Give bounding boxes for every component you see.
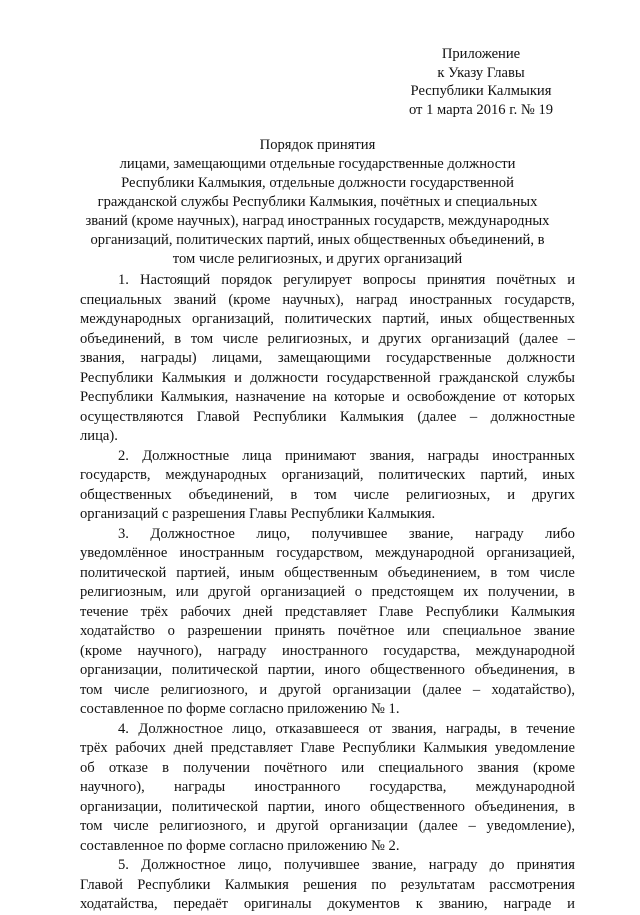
body-word: общественного <box>370 798 465 815</box>
body-word: иных <box>542 467 575 483</box>
body-line <box>80 525 575 545</box>
body-word: наград <box>356 291 398 308</box>
body-word: к <box>415 896 423 912</box>
body-word: лицо, <box>237 857 272 873</box>
body-word: замещающими <box>277 350 371 366</box>
body-word: на <box>312 389 327 405</box>
body-word: по <box>371 876 387 893</box>
body-word: и <box>361 330 370 347</box>
body-word: (далее <box>418 818 458 834</box>
body-word: государственной <box>326 369 431 386</box>
body-word: числе <box>222 330 259 347</box>
body-word: – <box>472 681 481 698</box>
title-line: том числе религиозных, и других организаций <box>172 251 463 267</box>
body-word: организации, <box>80 662 162 678</box>
body-word: или <box>407 623 430 639</box>
body-word: партией, <box>176 564 230 581</box>
title-line: гражданской службы Республики Калмыкия, почётных и специальных <box>97 194 538 210</box>
body-word: организаций, <box>191 311 274 327</box>
body-word: награду <box>217 642 267 659</box>
body-word: в <box>490 564 498 581</box>
title-line: званий (кроме научных), наград иностранных государств, международных <box>85 213 550 229</box>
body-word: рабочих <box>180 603 231 620</box>
title-line: Республики Калмыкия, отдельные должности государственной <box>121 175 514 191</box>
body-word: том <box>190 330 214 347</box>
body-word: Республики <box>342 740 416 756</box>
body-word: звание, <box>408 525 454 542</box>
title-line: Порядок принятия <box>259 137 376 153</box>
body-word: уведомление), <box>486 818 575 834</box>
body-word: лица <box>242 447 272 464</box>
body-word: объединения, <box>474 662 559 678</box>
body-line <box>80 642 575 662</box>
body-word: научного), <box>137 642 203 659</box>
body-word: государства, <box>369 779 447 795</box>
body-word: специального <box>378 759 464 776</box>
document-title <box>60 136 575 269</box>
body-line <box>80 817 575 837</box>
body-word: – <box>468 818 476 834</box>
body-word: награде <box>503 896 552 912</box>
body-word: другой <box>208 584 251 600</box>
appendix-line: Приложение <box>441 46 521 62</box>
body-word: лицо, <box>256 525 291 542</box>
body-word: специальных <box>80 291 162 308</box>
body-word: Республики <box>425 603 499 620</box>
body-word: общественных <box>483 311 575 327</box>
body-word: решения <box>303 876 357 893</box>
body-word: предстоящем <box>371 584 454 600</box>
body-word: политической <box>171 662 259 678</box>
body-word: которые <box>334 389 385 405</box>
body-word: международных <box>165 467 267 483</box>
body-word: Калмыкия <box>423 740 488 756</box>
body-word: почётное <box>337 623 395 639</box>
body-word: других <box>378 330 422 347</box>
body-line <box>80 369 575 389</box>
body-word: о <box>354 584 363 600</box>
body-word: почётных <box>496 272 557 288</box>
body-word: числе <box>113 818 149 834</box>
body-word: в <box>174 330 182 347</box>
body-line <box>80 856 575 876</box>
body-word: должности <box>506 350 575 366</box>
body-word: Главе <box>300 740 335 756</box>
body-word: лицо, <box>232 720 267 737</box>
body-word: Должностные <box>142 447 230 464</box>
body-word: принятия <box>426 272 486 288</box>
body-word: почётного <box>264 759 328 776</box>
body-word: общественного <box>370 662 465 678</box>
appendix-line: от 1 марта 2016 г. № 19 <box>408 101 554 118</box>
body-word: Главой <box>196 408 240 425</box>
body-word: награды <box>173 779 226 795</box>
body-word: объединением, <box>387 564 481 581</box>
body-word: звания, <box>391 720 437 737</box>
body-word: государств, <box>80 467 151 483</box>
body-word: уведомлённое <box>80 545 168 561</box>
body-word: организации, <box>80 798 162 815</box>
body-word: должности <box>250 369 319 386</box>
body-word: (далее <box>518 330 559 347</box>
title-line: организаций, политических партий, иных общественных объединений, в <box>90 232 545 248</box>
body-word: в <box>162 759 170 776</box>
body-line <box>80 349 575 369</box>
body-word: либо <box>545 525 575 542</box>
body-line <box>80 720 575 740</box>
body-word: (далее <box>417 408 457 425</box>
body-word: и <box>391 389 400 405</box>
body-word: ходатайство <box>80 623 155 639</box>
body-word: политической <box>171 798 259 815</box>
body-word: в <box>568 662 575 678</box>
body-word: научных), <box>282 291 344 308</box>
body-word: звания, <box>80 350 125 366</box>
body-word: партии, <box>267 798 315 815</box>
body-word: организацией, <box>486 545 575 561</box>
appendix-line: к Указу Главы <box>437 64 525 81</box>
body-word: организаций, <box>281 467 364 483</box>
body-word: международной <box>475 779 575 795</box>
body-word: – <box>469 408 478 425</box>
body-word: о <box>167 623 175 639</box>
body-word: лицами, <box>212 350 263 366</box>
body-word: отказе <box>108 759 148 776</box>
body-line <box>80 876 575 896</box>
body-word: другой <box>278 681 322 698</box>
body-word: и <box>234 369 242 386</box>
body-word: разрешении <box>187 623 262 639</box>
body-line <box>80 798 575 818</box>
body-word: гражданской <box>439 369 519 386</box>
body-word: получившее <box>311 525 388 542</box>
body-word: оригиналы <box>243 896 312 912</box>
body-word: том <box>80 818 103 834</box>
body-word: партии, <box>267 662 315 678</box>
body-word: дней <box>243 603 273 620</box>
body-line <box>80 837 575 857</box>
appendix-line: Республики Калмыкия <box>410 83 552 99</box>
body-line-text: составленное по форме согласно приложению № 2. <box>80 837 400 854</box>
body-word: их <box>463 584 479 600</box>
body-word: объединения, <box>474 798 559 815</box>
body-word: иного <box>324 798 361 815</box>
body-word: регулирует <box>283 272 352 288</box>
body-word: международной <box>475 642 575 659</box>
body-word: Должностное <box>138 720 223 737</box>
body-word: 3. <box>118 525 129 542</box>
body-word: Калмыкия <box>339 408 404 425</box>
body-word: Республики <box>80 389 154 405</box>
body-word: Главой <box>80 876 123 893</box>
body-word: ходатайства, <box>80 896 158 912</box>
body-line <box>80 778 575 798</box>
body-word: представляет <box>210 740 293 756</box>
body-word: принять <box>274 623 326 639</box>
body-word: (кроме <box>228 291 271 308</box>
body-word: иностранных <box>492 447 575 464</box>
body-word: от <box>368 720 383 737</box>
body-word: партий, <box>480 467 528 483</box>
body-word: до <box>489 857 505 873</box>
body-line <box>80 466 575 486</box>
body-line <box>80 583 575 603</box>
body-word: международной <box>375 545 475 561</box>
body-word: организацией <box>260 584 346 600</box>
body-word: трёх <box>80 740 108 756</box>
body-word: 5. <box>118 857 129 873</box>
body-word: в <box>568 584 575 600</box>
body-word: государства, <box>383 642 461 659</box>
body-word: научного), <box>80 779 145 795</box>
body-word: звания <box>477 759 519 776</box>
body-word: международных <box>80 311 182 327</box>
body-word: и <box>567 896 575 912</box>
body-word: Должностное <box>150 525 235 542</box>
body-line <box>80 447 575 467</box>
body-word: Республики <box>137 876 211 893</box>
body-word: Республики <box>253 408 327 425</box>
body-word: Должностное <box>141 857 226 873</box>
body-word: политических <box>378 467 466 483</box>
body-word: порядок <box>221 272 273 288</box>
body-word: звания, <box>369 447 415 464</box>
body-word: Настоящий <box>139 272 211 288</box>
body-word: получившее <box>283 857 360 873</box>
body-word: и <box>259 681 268 698</box>
body-word: иным <box>239 564 275 581</box>
body-word: религиозным, <box>80 584 167 600</box>
body-word: Калмыкия <box>224 876 289 893</box>
body-word: рассмотрения <box>489 876 575 893</box>
body-word: иного <box>324 662 361 678</box>
body-word: награду <box>428 857 478 873</box>
body-word: других <box>532 486 575 503</box>
body-word: результатам <box>400 876 475 893</box>
body-line <box>80 661 575 681</box>
body-word: (кроме <box>80 642 122 659</box>
body-line <box>80 603 575 623</box>
body-word: партий, <box>382 311 430 327</box>
body-word: и <box>567 272 575 288</box>
body-word: документов <box>327 896 400 912</box>
body-line <box>80 700 575 720</box>
body-line <box>80 271 575 291</box>
body-line <box>80 388 575 408</box>
body-word: в <box>290 486 298 503</box>
body-word: общественных <box>80 486 172 503</box>
body-line <box>80 291 575 311</box>
body-word: организации <box>329 818 408 834</box>
body-word: – <box>567 330 575 347</box>
body-word: государством, <box>276 545 364 561</box>
body-word: том <box>507 564 530 581</box>
body-line <box>80 544 575 564</box>
body-word: отказавшееся <box>275 720 360 737</box>
body-line <box>80 759 575 779</box>
body-line <box>80 330 575 350</box>
body-word: объединений, <box>188 486 274 503</box>
body-word: об <box>80 759 95 776</box>
body-word: специальное <box>442 623 522 639</box>
body-word: иностранного <box>281 642 368 659</box>
body-word: в <box>568 798 575 815</box>
body-word: награды <box>427 447 479 464</box>
body-word: от <box>502 389 517 405</box>
appendix-header <box>386 45 576 119</box>
body-word: Главе <box>378 603 414 620</box>
body-word: общественным <box>284 564 378 581</box>
body-word: организации <box>332 681 411 698</box>
body-word: иностранных <box>409 291 493 308</box>
body-word: 4. <box>118 720 129 737</box>
body-word: религиозного, <box>160 681 249 698</box>
body-line <box>80 681 575 701</box>
document-body <box>80 271 575 915</box>
body-word: и <box>507 486 516 503</box>
body-line <box>80 408 575 428</box>
body-word: уведомление <box>495 740 575 756</box>
body-word: (кроме <box>532 759 575 776</box>
body-word: другой <box>276 818 319 834</box>
body-word: или <box>341 759 365 776</box>
body-word: Калмыкия <box>161 369 226 386</box>
body-word: числе <box>353 486 390 503</box>
body-word: религиозных, <box>405 486 491 503</box>
body-word: Калмыкия <box>510 603 575 620</box>
body-word: освобождение <box>406 389 496 405</box>
body-line-text: лица). <box>80 428 118 444</box>
body-word: числе <box>539 564 575 581</box>
body-word: в <box>510 720 518 737</box>
body-word: должностные <box>490 408 575 425</box>
body-word: назначение <box>235 389 306 405</box>
body-word: политических <box>284 311 372 327</box>
body-word: религиозных, <box>267 330 352 347</box>
body-word: 1. <box>118 272 129 288</box>
body-word: награду <box>474 525 524 542</box>
body-word: принимают <box>284 447 357 464</box>
body-word: награды, <box>445 720 501 737</box>
body-word: религиозного, <box>159 818 247 834</box>
body-word: званий <box>173 291 217 308</box>
body-line <box>80 486 575 506</box>
body-line <box>80 622 575 642</box>
body-word: том <box>80 681 103 698</box>
body-word: государственные <box>386 350 492 366</box>
body-word: течение <box>526 720 575 737</box>
body-word: государств, <box>504 291 575 308</box>
body-line-text: организаций с разрешения Главы Республики Калмыкия. <box>80 506 436 522</box>
body-word: течение <box>80 603 129 620</box>
body-word: иностранным <box>179 545 265 561</box>
body-line <box>80 427 575 447</box>
body-word: передаёт <box>173 896 229 912</box>
body-word: (далее <box>422 681 462 698</box>
body-word: звание, <box>371 857 417 873</box>
body-line-text: составленное по форме согласно приложению № 1. <box>80 701 400 717</box>
body-word: Республики <box>80 369 154 386</box>
body-word: звание <box>533 623 575 639</box>
body-word: Калмыкия, <box>160 389 229 405</box>
body-word: и <box>257 818 266 834</box>
body-word: политической <box>80 564 167 581</box>
body-word: 2. <box>118 447 129 464</box>
body-word: числе <box>113 681 150 698</box>
body-word: объединений, <box>80 330 165 347</box>
body-line <box>80 310 575 330</box>
body-word: службы <box>526 369 575 386</box>
body-word: званию, <box>438 896 488 912</box>
body-word: получении, <box>488 584 559 600</box>
body-line <box>80 564 575 584</box>
body-word: иностранного <box>254 779 341 795</box>
body-word: или <box>175 584 199 600</box>
body-word: которых <box>523 389 575 405</box>
body-word: получении <box>183 759 250 776</box>
body-word: награды) <box>140 350 197 366</box>
body-word: дней <box>173 740 204 756</box>
body-word: осуществляются <box>80 408 184 425</box>
body-line <box>80 739 575 759</box>
body-word: организаций <box>431 330 510 347</box>
body-line <box>80 505 575 525</box>
body-word: принятия <box>516 857 575 873</box>
body-word: трёх <box>140 603 169 620</box>
title-line: лицами, замещающими отдельные государственные должности <box>119 156 516 172</box>
body-word: том <box>314 486 337 503</box>
body-word: ходатайство), <box>491 681 575 698</box>
body-word: рабочих <box>115 740 166 756</box>
body-word: иных <box>439 311 473 327</box>
body-word: вопросы <box>362 272 416 288</box>
body-word: представляет <box>284 603 367 620</box>
